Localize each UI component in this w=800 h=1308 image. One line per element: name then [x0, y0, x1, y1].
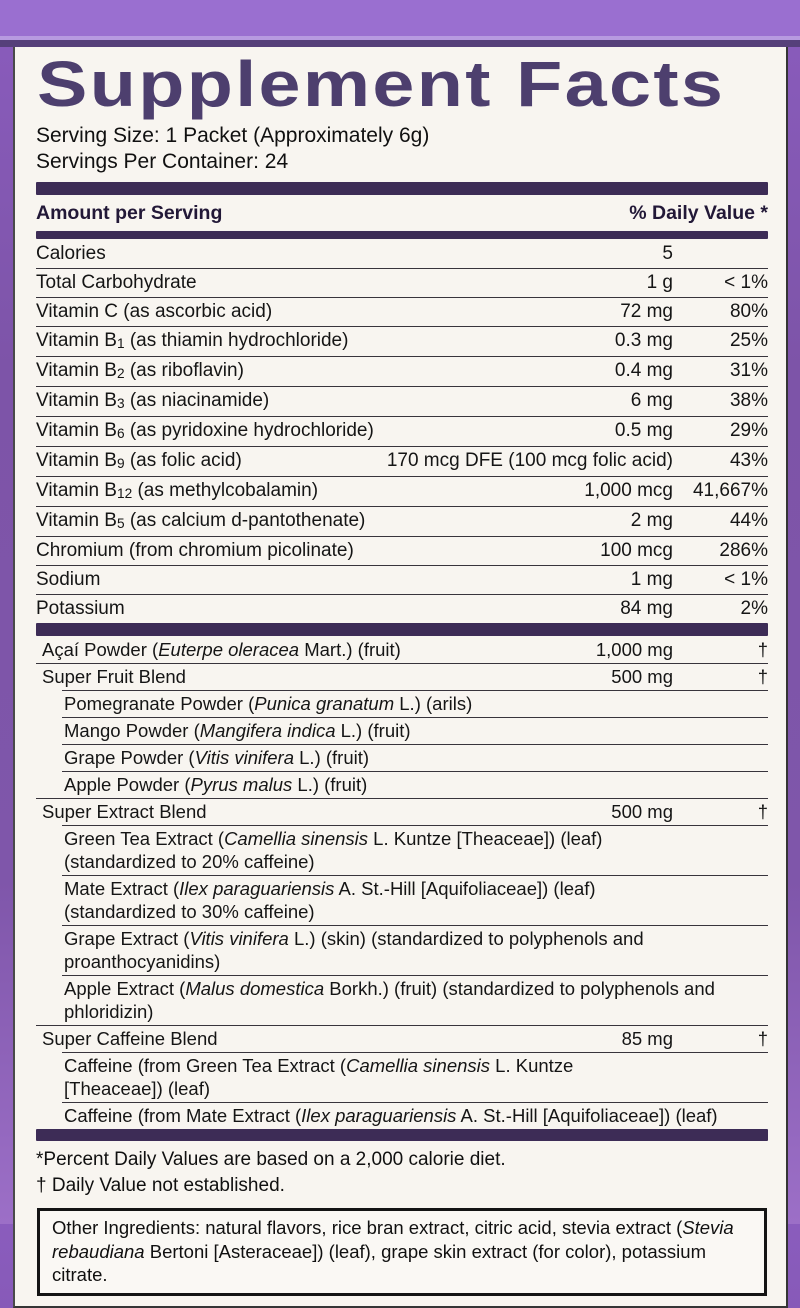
- ingredient-name-line2: [Theaceae]) (leaf): [64, 1078, 211, 1099]
- nutrient-row: [36, 565, 768, 594]
- divider-bar-thick-top: [36, 182, 768, 195]
- botanical-row: [36, 1025, 768, 1052]
- ingredient-name: Vitamin $B_1$ (as thiamin hydrochloride): [36, 330, 349, 352]
- botanical-row: [36, 798, 768, 825]
- ingredient-name: Açaí Powder (Euterpe oleracea Mart.) (fruit): [42, 639, 401, 660]
- nutrient-row: [36, 386, 768, 416]
- ingredient-name: Grape Powder (Vitis vinifera L.) (fruit): [64, 747, 370, 768]
- ingredient-name: Potassium: [36, 598, 125, 619]
- ingredient-amount: 6 mg: [630, 390, 673, 411]
- nutrient-row: [36, 506, 768, 536]
- servings-per-container-line: Servings Per Container: 24: [36, 150, 289, 173]
- ingredient-name: Sodium: [36, 569, 101, 590]
- botanical-table: [36, 636, 768, 1129]
- ingredient-name: Mate Extract (Ilex paraguariensis A. St.-Hill [Aquifoliaceae]) (leaf) (standardized to 30% caffeine): [36, 877, 768, 923]
- nutrient-row: [36, 416, 768, 446]
- ingredient-name: Total Carbohydrate: [36, 272, 197, 293]
- ingredient-amount: 500 mg: [611, 666, 673, 687]
- ingredient-amount: 100 mcg: [600, 540, 673, 561]
- ingredient-name: Vitamin $B_2$ (as riboflavin): [36, 360, 244, 382]
- divider-bar-mid: [36, 623, 768, 636]
- ingredient-name: Super Fruit Blend: [42, 666, 186, 687]
- ingredient-daily-value: 286%: [719, 540, 768, 561]
- ingredient-amount: 170 mcg DFE (100 mcg folic acid): [386, 450, 673, 471]
- nutrient-row: [36, 536, 768, 565]
- ingredient-name: Vitamin $B_5$ (as calcium d-pantothenate): [36, 510, 366, 532]
- ingredient-daily-value: 44%: [729, 510, 768, 531]
- ingredient-amount: 0.4 mg: [614, 360, 673, 381]
- amount-per-serving-header: Amount per Serving: [36, 202, 223, 224]
- ingredient-daily-value: 43%: [729, 450, 768, 471]
- botanical-row: [36, 744, 768, 771]
- nutrient-row: [36, 356, 768, 386]
- botanical-row: [36, 771, 768, 798]
- nutrient-row: [36, 239, 768, 268]
- botanical-row: [36, 975, 768, 1025]
- ingredient-name: Pomegranate Powder (Punica granatum L.) (arils): [64, 693, 473, 714]
- ingredient-amount: 5: [662, 243, 673, 264]
- serving-size-line: Serving Size: 1 Packet (Approximately 6g): [36, 124, 430, 147]
- ingredient-daily-value: 41,667%: [692, 480, 768, 501]
- ingredient-amount: 85 mg: [621, 1028, 673, 1049]
- daily-value-header: % Daily Value *: [629, 202, 768, 224]
- ingredient-name: Vitamin $B_3$ (as niacinamide): [36, 390, 270, 412]
- nutrient-row: [36, 297, 768, 326]
- botanical-row: [36, 636, 768, 663]
- ingredient-daily-value: 29%: [729, 420, 768, 441]
- ingredient-name: Vitamin $B_6$ (as pyridoxine hydrochloride): [36, 420, 374, 442]
- ingredient-daily-value: < 1%: [724, 569, 768, 590]
- ingredient-name: Super Extract Blend: [42, 801, 207, 822]
- nutrient-table: [36, 239, 768, 623]
- ingredient-daily-value: †: [757, 801, 768, 822]
- botanical-row: [36, 717, 768, 744]
- botanical-row: [36, 690, 768, 717]
- ingredient-amount: 1 g: [646, 272, 673, 293]
- ingredient-name: Mango Powder (Mangifera indica L.) (fruit): [64, 720, 411, 741]
- ingredient-amount: 72 mg: [620, 301, 673, 322]
- botanical-row: [36, 1052, 768, 1102]
- ingredient-daily-value: †: [757, 639, 768, 660]
- botanical-row: [36, 875, 768, 925]
- nutrient-row: [36, 446, 768, 476]
- footnote-percent-dv: *Percent Daily Values are based on a 2,000 calorie diet.: [36, 1149, 506, 1170]
- ingredient-name: Vitamin C (as ascorbic acid): [36, 301, 273, 322]
- divider-bar-thin: [36, 231, 768, 239]
- ingredient-daily-value: < 1%: [724, 272, 768, 293]
- ingredient-name-line2: (standardized to 20% caffeine): [64, 851, 315, 872]
- footnote-dv-not-established: † Daily Value not established.: [36, 1175, 285, 1196]
- nutrient-row: [36, 476, 768, 506]
- ingredient-amount: 0.5 mg: [614, 420, 673, 441]
- ingredient-name: Grape Extract (Vitis vinifera L.) (skin) (standardized to polyphenols and proanthocyanidins): [64, 928, 644, 972]
- ingredient-name: Super Caffeine Blend: [42, 1028, 218, 1049]
- ingredient-name: Caffeine (from Mate Extract (Ilex paraguariensis A. St.-Hill [Aquifoliaceae]) (leaf): [64, 1105, 718, 1126]
- ingredient-name: Chromium (from chromium picolinate): [36, 540, 354, 561]
- ingredient-amount: 0.3 mg: [614, 330, 673, 351]
- other-ingredients-text: Other Ingredients: natural flavors, rice bran extract, citric acid, stevia extract (Stevia rebaudiana Bertoni [Asteraceae]) (leaf), grape skin extract (for color), potassium citrate.: [52, 1217, 734, 1285]
- ingredient-daily-value: 25%: [729, 330, 768, 351]
- ingredient-amount: 84 mg: [620, 598, 673, 619]
- ingredient-name-line2: (standardized to 30% caffeine): [64, 901, 315, 922]
- botanical-row: [36, 1102, 768, 1129]
- ingredient-amount: 2 mg: [630, 510, 673, 531]
- ingredient-daily-value: 31%: [729, 360, 768, 381]
- ingredient-daily-value: 80%: [729, 301, 768, 322]
- footnotes: [36, 1141, 768, 1203]
- divider-bar-bottom: [36, 1129, 768, 1141]
- ingredient-name: Caffeine (from Green Tea Extract (Camellia sinensis L. Kuntze [Theaceae]) (leaf): [36, 1054, 768, 1100]
- label-title: Supplement Facts: [37, 48, 726, 120]
- column-header-row: [36, 195, 768, 231]
- ingredient-name: Calories: [36, 243, 106, 264]
- ingredient-amount: 500 mg: [611, 801, 673, 822]
- ingredient-amount: 1,000 mg: [595, 639, 673, 660]
- nutrient-row: [36, 268, 768, 297]
- ingredient-daily-value: 38%: [729, 390, 768, 411]
- ingredient-daily-value: †: [757, 666, 768, 687]
- package-top-band: [0, 0, 800, 40]
- ingredient-amount: 1 mg: [630, 569, 673, 590]
- ingredient-name: Vitamin $B_{12}$ (as methylcobalamin): [36, 480, 319, 502]
- ingredient-daily-value: 2%: [740, 598, 768, 619]
- nutrient-row: [36, 326, 768, 356]
- ingredient-name: Green Tea Extract (Camellia sinensis L. Kuntze [Theaceae]) (leaf) (standardized to 20% caffeine): [36, 827, 768, 873]
- ingredient-name: Apple Powder (Pyrus malus L.) (fruit): [64, 774, 368, 795]
- nutrient-row: [36, 594, 768, 623]
- ingredient-amount: 1,000 mcg: [584, 480, 673, 501]
- botanical-row: [36, 925, 768, 975]
- supplement-facts-label: [13, 47, 788, 1308]
- botanical-row: [36, 825, 768, 875]
- ingredient-name: Vitamin $B_9$ (as folic acid): [36, 450, 242, 472]
- other-ingredients-box: [37, 1208, 767, 1296]
- ingredient-daily-value: †: [757, 1028, 768, 1049]
- ingredient-name: Apple Extract (Malus domestica Borkh.) (fruit) (standardized to polyphenols and phloridizin): [64, 978, 715, 1022]
- botanical-row: [36, 663, 768, 690]
